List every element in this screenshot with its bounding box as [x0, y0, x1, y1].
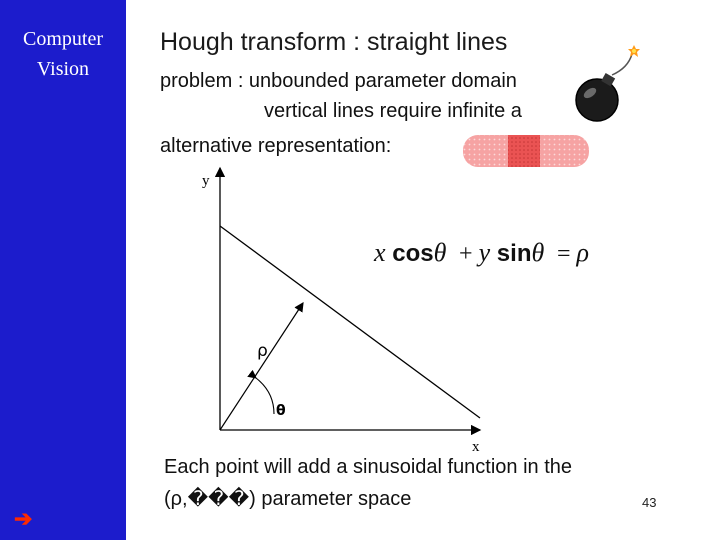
y-axis-label: y	[202, 173, 210, 189]
course-title-line2: Vision	[36, 58, 90, 80]
eq-rho: ρ	[576, 238, 589, 267]
course-title-line1: Computer	[23, 28, 103, 50]
problem-line: problem : unbounded parameter domain	[160, 70, 517, 92]
eq-theta-2: θ	[531, 238, 545, 267]
eq-x: x	[374, 238, 386, 267]
eq-cos: cos	[392, 240, 434, 267]
x-axis-label: x	[472, 439, 480, 455]
alternative-line: alternative representation:	[160, 135, 392, 157]
eq-y: y	[478, 238, 491, 267]
eq-sin: sin	[496, 240, 532, 267]
right-arrow-icon[interactable]: ➔	[14, 506, 33, 531]
eq-equals: =	[556, 241, 571, 267]
problem-detail: vertical lines require infinite a	[264, 100, 522, 122]
theta-arc	[256, 378, 274, 414]
eq-plus: +	[459, 241, 473, 267]
eq-theta-1: θ	[433, 238, 447, 267]
rho-label: ρ	[257, 341, 268, 361]
coordinate-diagram	[190, 160, 510, 460]
bomb-icon	[570, 44, 650, 128]
course-title	[0, 24, 126, 84]
slide-title: Hough transform : straight lines	[160, 28, 508, 56]
page-number: 43	[642, 495, 657, 510]
bottom-line-1: Each point will add a sinusoidal function in the	[164, 456, 573, 478]
sidebar	[0, 0, 126, 540]
bottom-line-2: (ρ,���) parameter space	[164, 488, 412, 510]
rho-vector	[220, 303, 303, 430]
hough-equation	[374, 238, 589, 268]
theta-label: θ	[276, 403, 286, 419]
